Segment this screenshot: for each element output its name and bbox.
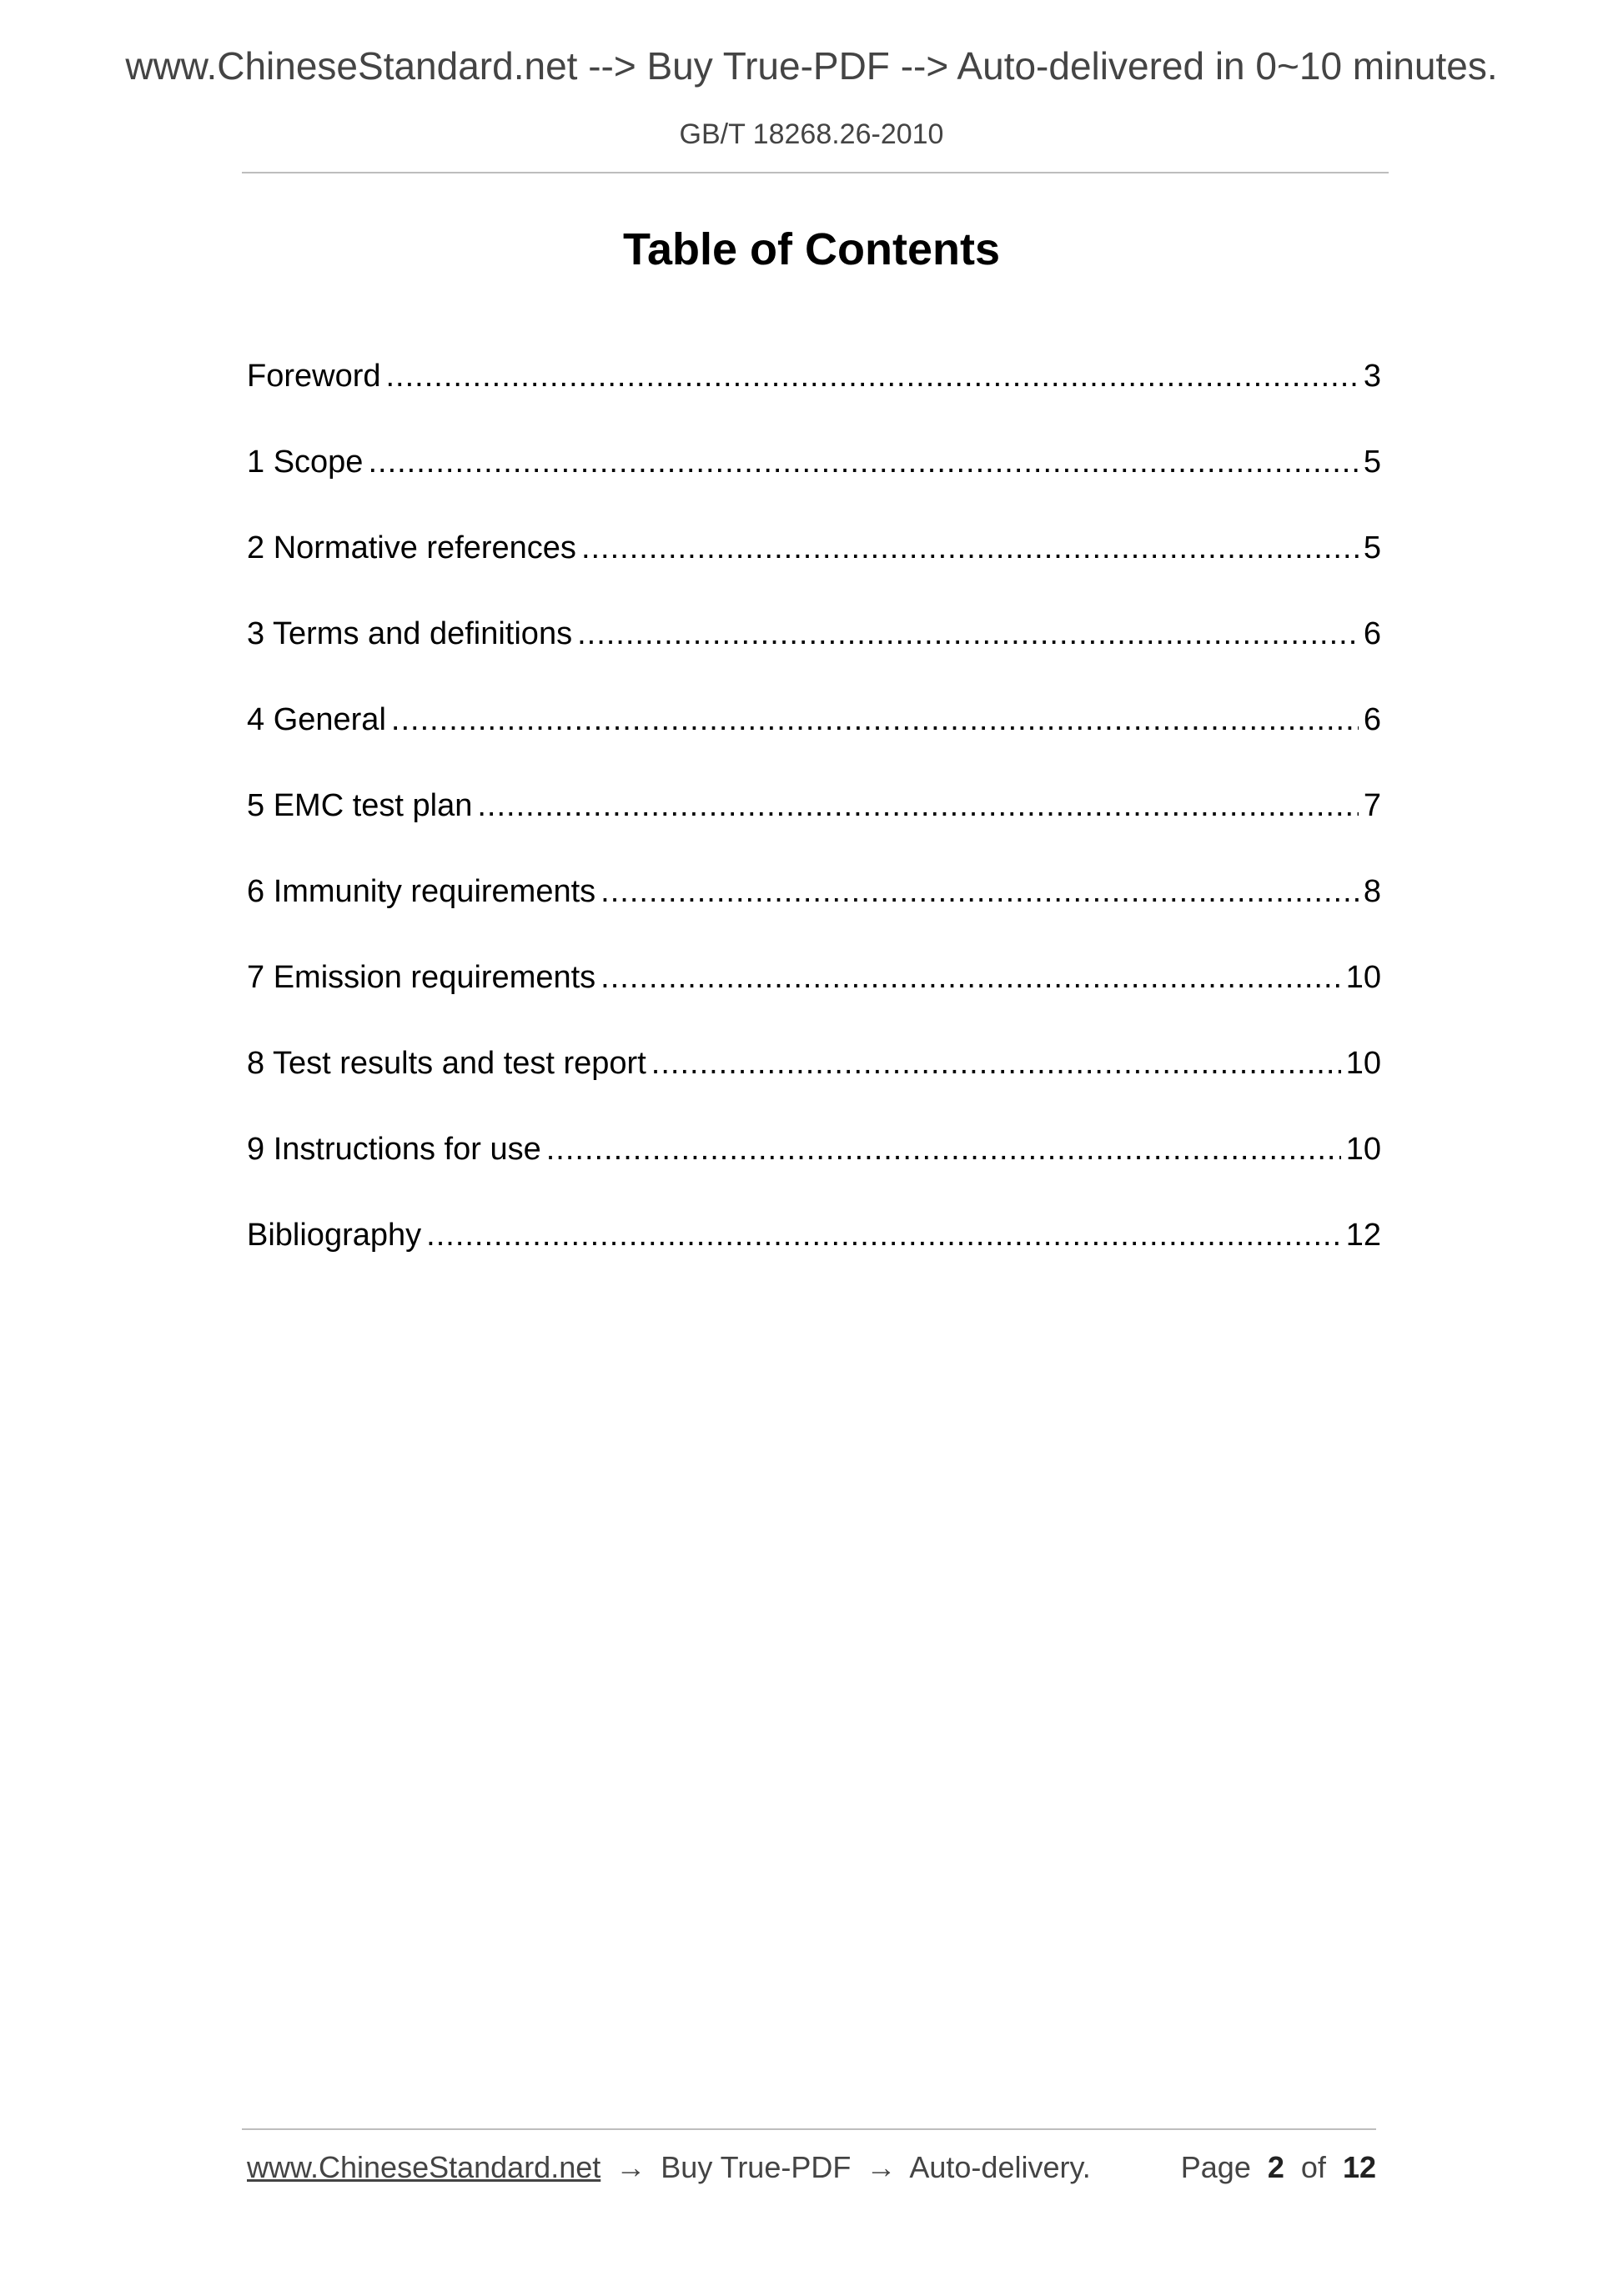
header-banner: www.ChineseStandard.net --> Buy True-PDF --> Auto-delivered in 0~10 minutes. [125,44,1498,88]
footer-promo [247,2150,1091,2192]
standard-code: GB/T 18268.26-2010 [679,118,944,150]
toc-entry-label: 6 Immunity requirements [247,874,596,909]
dot-leader [577,616,1359,652]
dot-leader [651,1046,1341,1082]
toc-entry-label: Foreword [247,359,381,394]
toc-entry-page: 7 [1363,788,1381,823]
toc-entry-label: 3 Terms and definitions [247,616,573,651]
toc-entry-page: 6 [1363,702,1381,737]
toc-entry-page: 3 [1363,359,1381,394]
dot-leader [581,530,1359,566]
of-word: of [1300,2150,1326,2184]
toc-entry-page: 6 [1363,616,1381,651]
toc-entry-page: 8 [1363,874,1381,909]
dot-leader [600,960,1341,996]
toc-entry-label: 9 Instructions for use [247,1132,541,1167]
page-total: 12 [1342,2150,1376,2184]
toc-entry-page: 12 [1345,1218,1381,1253]
toc-entry-page: 5 [1363,530,1381,565]
toc-entry-page: 10 [1345,960,1381,995]
footer-divider [242,2128,1376,2130]
toc-entry-page: 10 [1345,1132,1381,1167]
toc-entry[interactable] [247,359,1381,445]
toc-entry-label: 4 General [247,702,386,737]
footer-buy-text: Buy True-PDF [661,2150,852,2184]
page-indicator [1181,2150,1376,2192]
toc-entry-page: 10 [1345,1046,1381,1081]
footer-delivery-text: Auto-delivery. [909,2150,1091,2184]
toc-entry-label: 7 Emission requirements [247,960,596,995]
toc-entry[interactable] [247,530,1381,616]
toc-entry[interactable] [247,874,1381,960]
toc-entry-label: Bibliography [247,1218,422,1253]
table-of-contents [247,359,1381,1304]
toc-entry[interactable] [247,1046,1381,1132]
page-footer [247,2150,1376,2192]
toc-entry[interactable] [247,1132,1381,1218]
toc-entry[interactable] [247,702,1381,788]
toc-entry[interactable] [247,616,1381,702]
dot-leader [546,1132,1341,1168]
toc-entry-label: 2 Normative references [247,530,576,565]
dot-leader [477,788,1359,824]
right-arrow-icon: → [616,2150,646,2184]
dot-leader [600,874,1359,910]
toc-entry[interactable] [247,960,1381,1046]
toc-entry[interactable] [247,445,1381,530]
toc-entry[interactable] [247,1218,1381,1304]
toc-entry-label: 5 EMC test plan [247,788,473,823]
right-arrow-icon: → [866,2150,897,2184]
page-title: Table of Contents [623,224,1000,274]
toc-entry-page: 5 [1363,445,1381,480]
page-word: Page [1180,2150,1251,2184]
dot-leader [391,702,1359,738]
footer-site-link[interactable]: www.ChineseStandard.net [247,2150,601,2184]
toc-entry-label: 8 Test results and test report [247,1046,646,1081]
toc-entry[interactable] [247,788,1381,874]
page-current: 2 [1267,2150,1284,2184]
dot-leader [368,445,1358,480]
header-divider [242,172,1389,173]
dot-leader [426,1218,1341,1254]
dot-leader [386,359,1359,394]
toc-entry-label: 1 Scope [247,445,364,480]
